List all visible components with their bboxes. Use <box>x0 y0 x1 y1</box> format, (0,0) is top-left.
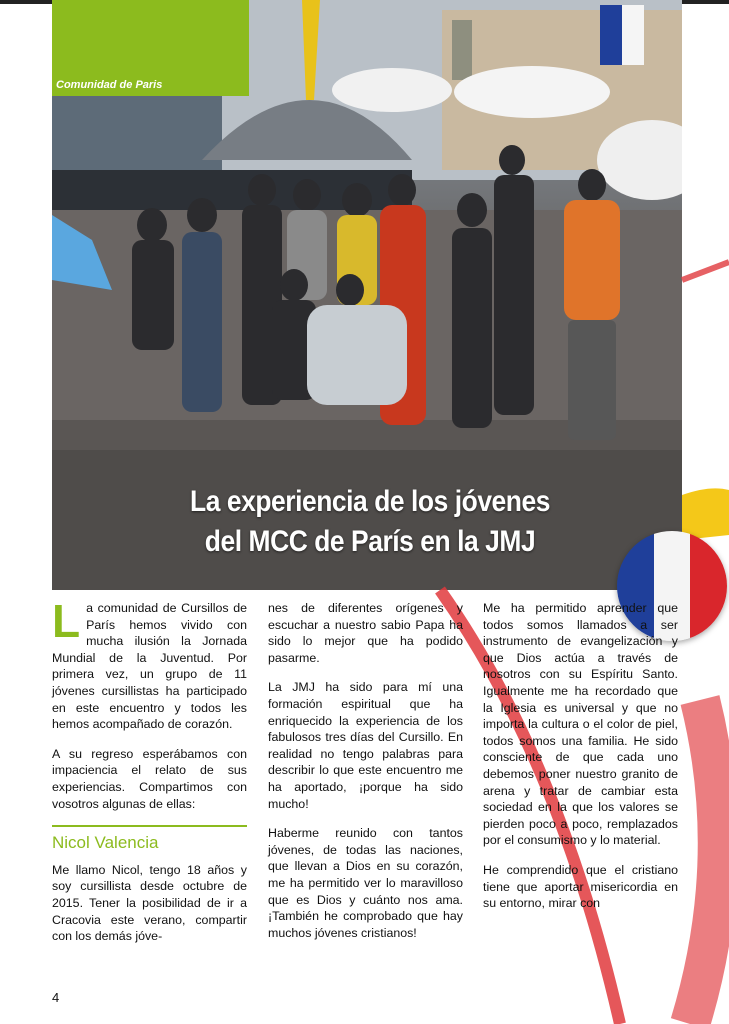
paragraph: A su regreso esperábamos con impaciencia el relato de sus experiencias. Compartimos con vosotros algunas de ellas: <box>52 746 247 811</box>
paragraph: La JMJ ha sido para mí una formación espiritual que ha enriquecido la experiencia de los fabulosos tres días del Cursillo. En realidad no tengo palabras para describir lo que este encuentro me ha aportado, ¡porque ha sido mucho! <box>268 680 463 811</box>
paragraph: Me ha permitido aprender que todos somos llamados a ser instrumento de evangelización y que Dios actúa a través de nosotros con su Espíritu Santo. Igualmente me ha recordado que la Iglesia es universal y que no importa la cultura o el color de piel, todos somos una familia. He sido consciente de que cada uno debemos poner nuestro granito de arena y tratar de cambiar esta sociedad en la que los valores se pierden poco a poco, remplazados por el consumismo y lo material. <box>483 601 678 848</box>
headline-line-2: del MCC de París en la JMJ <box>204 525 536 558</box>
paragraph: He comprendido que el cristiano tiene que aportar misericordia en su entorno, mirar con <box>483 862 678 911</box>
article-column-1 <box>52 595 247 958</box>
paragraph: Haberme reunido con tantos jóvenes, de todas las naciones, que llevan a Dios en su corazón, me ha permitido ver lo maravilloso que es Dios y cuánto nos ama. ¡También he comprobado que hay muchos jóvenes cristianos! <box>268 826 463 940</box>
intro-text: a comunidad de Cursillos de París hemos vivido con mucha ilusión la Jornada Mundial de la Juventud. Por primera vez, un grupo de 11 jóvenes cursillistas ha participado en este encuentro y todos les hemos acompañado de corazón. <box>52 601 247 732</box>
headline-line-1: La experiencia de los jóvenes <box>190 485 550 518</box>
page-title <box>132 482 607 562</box>
article-column-2 <box>268 600 463 954</box>
page-number: 4 <box>52 990 60 1005</box>
section-tag: Comunidad de Paris <box>56 79 163 91</box>
intro-paragraph <box>52 595 247 733</box>
divider <box>52 825 247 827</box>
author-heading: Nicol Valencia <box>52 833 159 853</box>
drop-cap: L <box>52 595 81 647</box>
article-column-3 <box>483 600 678 925</box>
paragraph: Me llamo Nicol, tengo 18 años y soy cursillista desde octubre de 2015. Tener la posibilidad de ir a Cracovia este verano, compartir con los demás jóve- <box>52 862 247 944</box>
paragraph: nes de diferentes orígenes y escuchar a nuestro sabio Papa ha sido lo mejor que ha podido pasarme. <box>268 601 463 665</box>
